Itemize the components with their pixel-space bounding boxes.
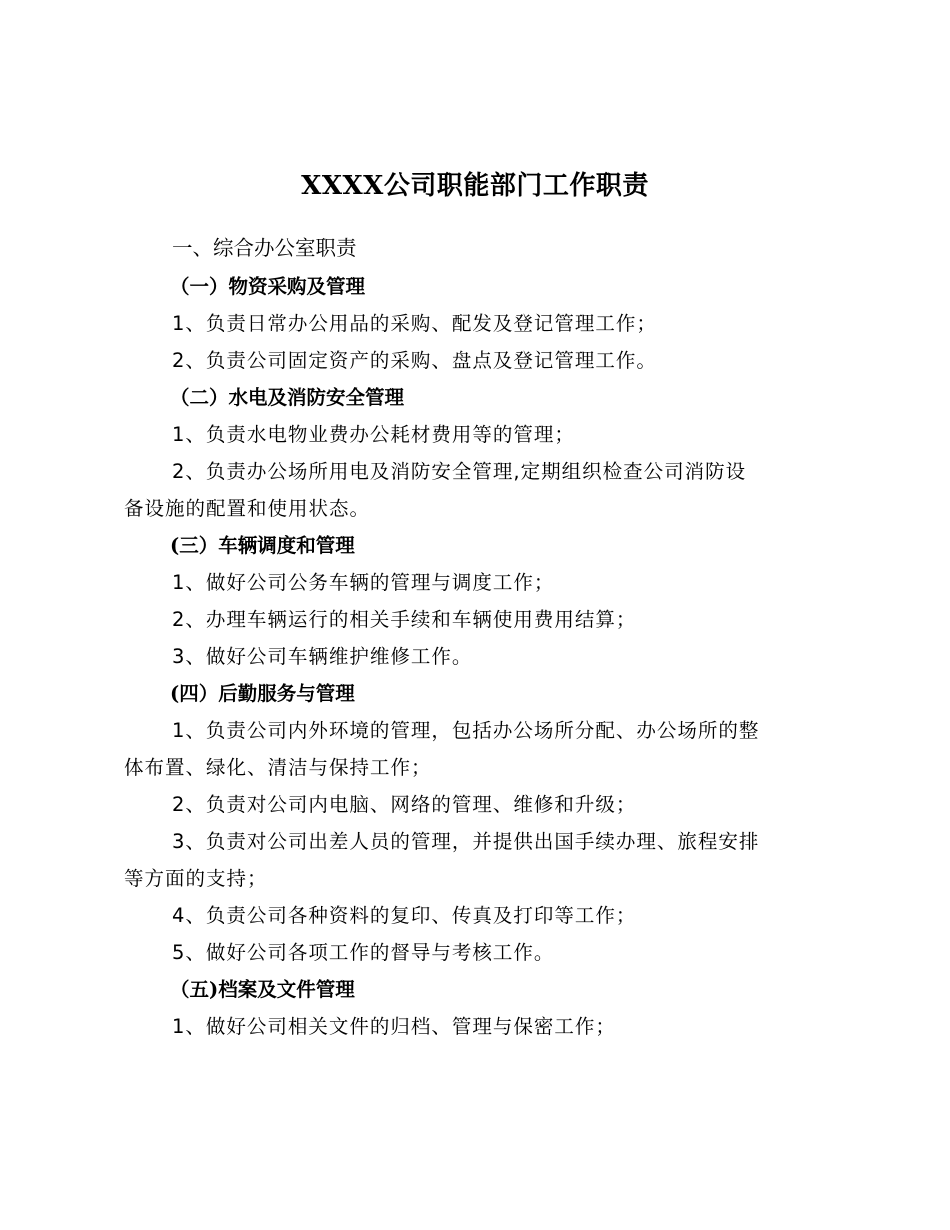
subsection-heading-4: (四）后勤服务与管理 [170, 682, 355, 705]
paragraph-line: 1、做好公司公务车辆的管理与调度工作； [172, 571, 555, 594]
paragraph-line: 2、负责办公场所用电及消防安全管理,定期组织检查公司消防设 [172, 460, 747, 483]
subsection-heading-3: (三）车辆调度和管理 [170, 534, 355, 557]
paragraph-line: 2、办理车辆运行的相关手续和车辆使用费用结算； [172, 608, 637, 631]
paragraph-line-continued: 等方面的支持； [124, 867, 268, 890]
paragraph-line: 5、做好公司各项工作的督导与考核工作。 [172, 941, 555, 964]
paragraph-line: 2、负责对公司内电脑、网络的管理、维修和升级； [172, 793, 637, 816]
subsection-heading-2: （二）水电及消防安全管理 [170, 386, 405, 409]
paragraph-line: 1、负责日常办公用品的采购、配发及登记管理工作； [172, 312, 657, 335]
paragraph-line: 1、负责水电物业费办公耗材费用等的管理； [172, 423, 575, 446]
section-heading: 一、综合办公室职责 [172, 236, 357, 260]
paragraph-line: 4、负责公司各种资料的复印、传真及打印等工作； [172, 904, 637, 927]
paragraph-line: 1、做好公司相关文件的归档、管理与保密工作； [172, 1015, 616, 1038]
paragraph-line: 3、负责对公司出差人员的管理，并提供出国手续办理、旅程安排 [172, 830, 760, 853]
subsection-heading-1: （一）物资采购及管理 [170, 275, 366, 298]
document-body [124, 228, 836, 1045]
document-title: XXXX公司职能部门工作职责 [301, 171, 649, 201]
paragraph-line-continued: 备设施的配置和使用状态。 [124, 497, 371, 520]
subsection-heading-5: （五)档案及文件管理 [170, 978, 355, 1001]
paragraph-line-continued: 体布置、绿化、清洁与保持工作； [124, 756, 432, 779]
paragraph-line: 1、负责公司内外环境的管理，包括办公场所分配、办公场所的整 [172, 719, 760, 742]
paragraph-line: 2、负责公司固定资产的采购、盘点及登记管理工作。 [172, 349, 657, 372]
paragraph-line: 3、做好公司车辆维护维修工作。 [172, 645, 473, 668]
